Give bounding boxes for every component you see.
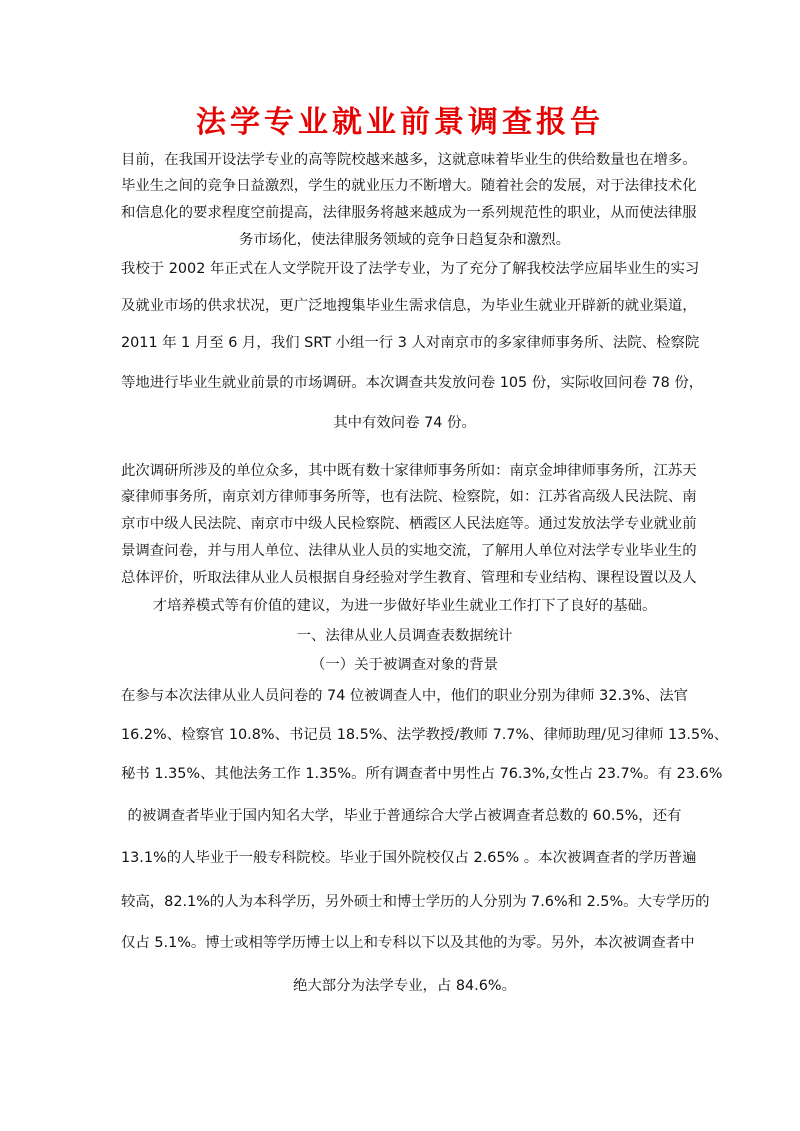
text-line: 的被调查者毕业于国内知名大学，毕业于普通综合大学占被调查者总数的 60.5%，还有 [127,808,682,824]
text-line: 豪律师事务所，南京刘方律师事务所等，也有法院、检察院，如：江苏省高级人民法院、南 [121,489,697,505]
text-line: 13.1%的人毕业于一般专科院校。毕业于国外院校仅占 2.65% 。本次被调查者的学历普遍 [121,850,697,866]
text-line: 在参与本次法律从业人员问卷的 74 位被调查人中，他们的职业分别为律师 32.3%、法官 [121,688,689,704]
text-line: 仅占 5.1%。博士或相等学历博士以上和专科以下以及其他的为零。另外，本次被调查者中 [121,935,695,951]
section-heading: 一、法律从业人员调查表数据统计 [296,628,513,644]
subsection-heading: （一）关于被调查对象的背景 [310,657,499,673]
text-line: 及就业市场的供求状况，更广泛地搜集毕业生需求信息，为毕业生就业开辟新的就业渠道， [121,298,697,314]
text-line: 总体评价，听取法律从业人员根据自身经验对学生教育、管理和专业结构、课程设置以及人 [121,570,697,586]
text-line: 绝大部分为法学专业，占 84.6%。 [293,978,516,994]
text-line: 毕业生之间的竞争日益激烈，学生的就业压力不断增大。随着社会的发展，对于法律技术化 [121,178,697,194]
text-line: 我校于 2002 年正式在人文学院开设了法学专业，为了充分了解我校法学应届毕业生的实习 [121,261,700,277]
text-line: 其中有效问卷 74 份。 [333,415,476,431]
text-line: 才培养模式等有价值的建议，为进一步做好毕业生就业工作打下了良好的基础。 [152,598,657,614]
text-line: 2011 年 1 月至 6 月，我们 SRT 小组一行 3 人对南京市的多家律师事务所、法院、检察院 [121,335,700,351]
text-line: 景调查问卷，并与用人单位、法律从业人员的实地交流，了解用人单位对法学专业毕业生的 [121,543,697,559]
text-line: 务市场化，使法律服务领域的竞争日趋复杂和激烈。 [239,232,570,248]
page-title: 法学专业就业前景调查报告 [196,105,604,140]
text-line: 京市中级人民法院、南京市中级人民检察院、栖霞区人民法庭等。通过发放法学专业就业前 [121,516,697,532]
text-line: 和信息化的要求程度空前提高，法律服务将越来越成为一系列规范性的职业，从而使法律服 [121,205,697,221]
text-line: 等地进行毕业生就业前景的市场调研。本次调查共发放问卷 105 份，实际收回问卷 78 份， [121,375,704,391]
text-line: 16.2%、检察官 10.8%、书记员 18.5%、法学教授/教师 7.7%、律师助理/见习律师 13.5%、 [121,727,729,743]
text-line: 此次调研所涉及的单位众多，其中既有数十家律师事务所如：南京金坤律师事务所，江苏天 [121,463,697,479]
text-line: 目前，在我国开设法学专业的高等院校越来越多，这就意味着毕业生的供给数量也在增多。 [121,152,697,168]
text-line: 秘书 1.35%、其他法务工作 1.35%。所有调查者中男性占 76.3%,女性占 23.7%。有 23.6% [121,766,723,782]
text-line: 较高，82.1%的人为本科学历，另外硕士和博士学历的人分别为 7.6%和 2.5%。大专学历的 [121,894,710,910]
